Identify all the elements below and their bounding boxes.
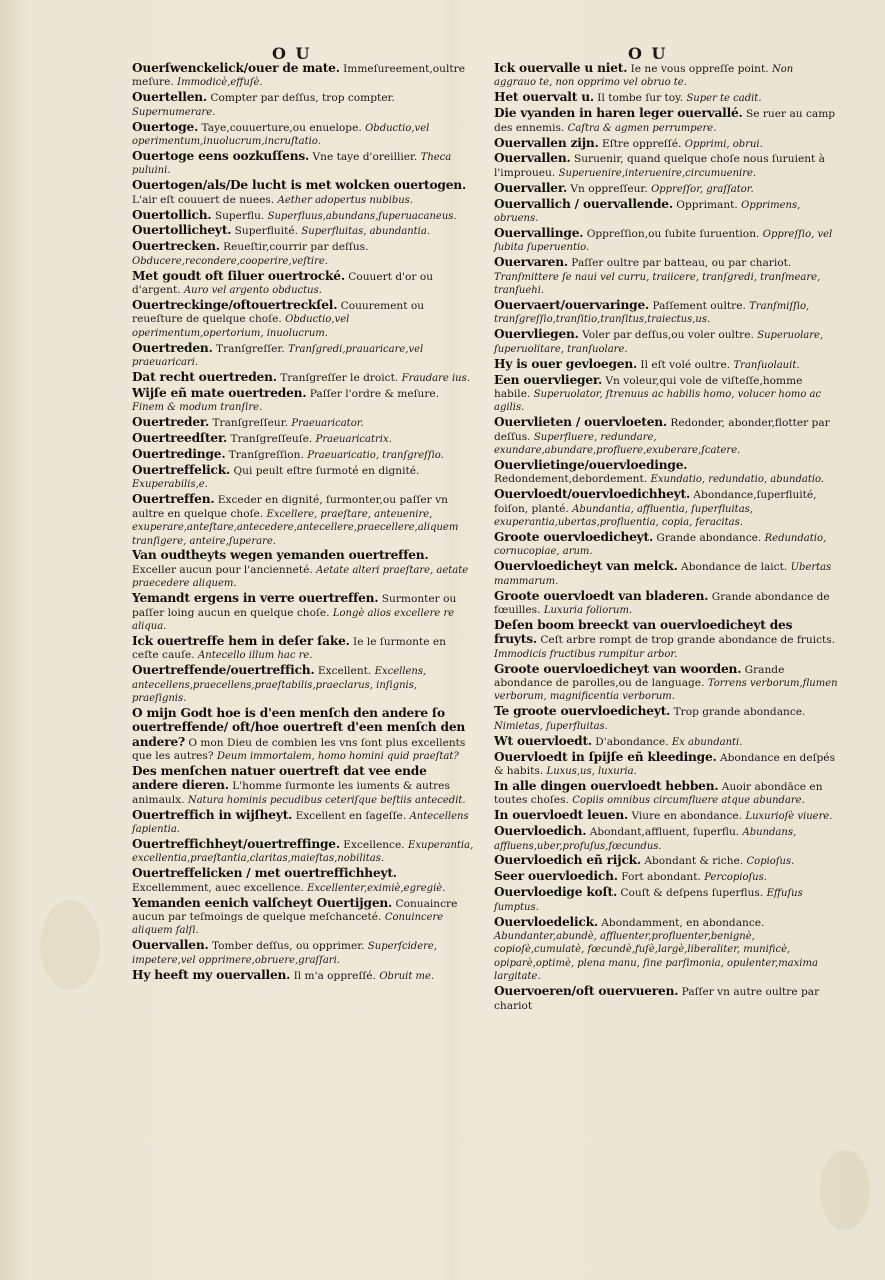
entry-latin-gloss: Redundatio, cornucopiae, arum. (494, 533, 827, 558)
entry-latin-gloss: Immodicis fructibus rumpitur arbor. (494, 648, 678, 660)
dictionary-entry (132, 867, 474, 895)
entry-latin-gloss: Non aggrauo te, non opprimo vel obruo te. (494, 64, 794, 89)
entry-french-gloss: Viure en abondance. (631, 810, 743, 823)
entry-french-gloss: Paſſer l'ordre & meſure. (309, 387, 440, 400)
entry-headword: Ouervloedt in ſpijſe eñ kleedinge. (494, 749, 717, 764)
entry-french-gloss: Auoir abondāce en toutes choſes. (494, 780, 823, 807)
dictionary-entry (494, 735, 838, 749)
right-running-header: O U (628, 44, 668, 63)
dictionary-entry (494, 825, 838, 853)
entry-latin-gloss: Exundatio, redundatio, abundatio. (650, 474, 825, 486)
entry-french-gloss: Voler par deſſus,ou voler oultre. (582, 329, 754, 342)
dictionary-entry (132, 809, 474, 837)
entry-french-gloss: Paſſer vn autre oultre par chariot (494, 986, 820, 1012)
entry-french-gloss: Compter par deſſus, trop compter. (210, 92, 395, 105)
entry-latin-gloss: Superfluere, redundare, exundare,abundare,profluere,exuberare,ſcatere. (494, 431, 741, 457)
dictionary-entry (132, 838, 474, 866)
dictionary-entry (494, 488, 838, 529)
entry-headword: Ouertoge eens oozkuſſens. (132, 148, 310, 163)
dictionary-entry (132, 635, 474, 663)
entry-latin-gloss: Supernumerare. (132, 106, 216, 118)
entry-latin-gloss: Abundans, affluens,uber,profuſus,fœcundus. (494, 827, 797, 852)
entry-headword: Ouervaert/ouervaringe. (494, 298, 650, 312)
entry-latin-gloss: Tranſmiſſio, tranſgreſſio,tranſitio,tranſitus,traiectus,us. (494, 301, 810, 326)
dictionary-entry (132, 969, 474, 983)
entry-french-gloss: D'abondance. (595, 735, 669, 748)
dictionary-entry (132, 387, 474, 415)
entry-latin-gloss: Nimietas, ſuperfluitas. (494, 720, 608, 732)
entry-french-gloss: Tranſgreſſeur. (212, 417, 288, 430)
entry-french-gloss: Surmonter ou paſſer loing aucun en quelque choſe. (132, 593, 457, 619)
entry-latin-gloss: Abundantia, affluentia, ſuperfluitas, exuperantia,ubertas,profluentia, copia, feracitas. (494, 503, 753, 529)
entry-headword: Des menſchen natuer ouertreft dat vee ende andere dieren. (132, 764, 427, 793)
dictionary-entry (494, 374, 838, 415)
dictionary-entry (494, 256, 838, 297)
entry-latin-gloss: Excellere, praeſtare, anteuenire, exuperare,anteſtare,antecedere,antecellere,praecellere,aliquem tranſigere, anteire,ſuperare. (132, 508, 459, 547)
dictionary-entry (494, 560, 838, 588)
dictionary-entry (132, 592, 474, 633)
entry-headword: Ouervloedt/ouervloedichheyt. (494, 487, 691, 502)
entry-french-gloss: Exceder en dignité, ſurmonter,ou paſſer vn aultre en quelque choſe. (132, 494, 448, 520)
dictionary-entry (132, 939, 474, 967)
entry-headword: Ouertreedſter. (132, 431, 228, 446)
dictionary-entry (494, 299, 838, 327)
entry-latin-gloss: Luxurioſè viuere. (745, 811, 833, 823)
entry-headword: Yemandt ergens in verre ouertreffen. (132, 591, 379, 606)
entry-french-gloss: Abondant & riche. (644, 855, 744, 868)
entry-headword: Ouertreffich in wijſheyt. (132, 807, 293, 822)
entry-latin-gloss: Obductio,vel operimentum,inuolucrum,incruſtatio. (132, 122, 430, 148)
dictionary-entry (494, 182, 838, 196)
dictionary-entry (132, 91, 474, 119)
entry-headword: Ouertreffen. (132, 492, 215, 507)
entry-french-gloss: Eſtre oppreſſé. (602, 137, 682, 150)
dictionary-entry (132, 240, 474, 268)
entry-french-gloss: Excellent en ſageſſe. (295, 809, 407, 822)
paper-stain (40, 900, 100, 990)
entry-headword: Ouertreden. (132, 340, 213, 355)
entry-latin-gloss: Natura hominis pecudibus ceteriſque beſtiis antecedit. (187, 794, 466, 806)
entry-french-gloss: Abondance en deſpés & habits. (494, 751, 836, 777)
entry-latin-gloss: Excellenter,eximiè,egregiè. (307, 882, 446, 894)
entry-latin-gloss: Superfluus,abundans,ſuperuacaneus. (267, 210, 457, 222)
entry-french-gloss: Se ruer au camp des ennemis. (494, 108, 836, 134)
dictionary-entry (132, 224, 474, 238)
entry-french-gloss: Grande abondance. (656, 532, 762, 544)
entry-headword: Ouertreffelick. (132, 462, 231, 477)
paper-stain (820, 1150, 870, 1230)
entry-latin-gloss: Opprimens, obruens. (494, 199, 801, 225)
entry-latin-gloss: Antecello illum hac re. (198, 650, 313, 662)
entry-headword: Ick ouertreffe hem in deſer ſake. (132, 633, 350, 648)
entry-french-gloss: O mon Dieu de combien les vns ſont plus excellents que les autres? (132, 736, 466, 763)
entry-headword: Een ouervlieger. (494, 372, 603, 387)
entry-headword: Wt ouervloedt. (494, 733, 592, 748)
entry-latin-gloss: Oppreſſor, graſſator. (651, 183, 754, 195)
dictionary-entry (132, 299, 474, 340)
entry-headword: Ouerſwenckelick/ouer de mate. (132, 61, 340, 75)
entry-latin-gloss: Obductio,vel operimentum,opertorium, inuolucrum. (132, 314, 350, 339)
entry-french-gloss: Tomber deſſus, ou opprimer. (211, 940, 365, 953)
entry-french-gloss: Couurement ou reueſture de quelque choſe. (132, 300, 425, 326)
entry-latin-gloss: Antecellens ſapientia. (132, 810, 469, 836)
right-column (494, 62, 838, 1014)
dictionary-entry (132, 664, 474, 705)
entry-headword: Ouertreffende/ouertreffich. (132, 663, 315, 678)
dictionary-entry (494, 62, 838, 90)
entry-headword: Ouertrecken. (132, 239, 220, 254)
entry-latin-gloss: Deum immortalem, homo homini quid praeſtat? (216, 751, 459, 763)
entry-headword: Dat recht ouertreden. (132, 370, 277, 385)
dictionary-entry (494, 751, 838, 779)
entry-headword: Die vyanden in haren leger ouervallé. (494, 106, 743, 121)
entry-headword: Groote ouervloedicheyt van woorden. (494, 661, 742, 676)
entry-headword: Ouertoge. (132, 119, 199, 134)
entry-headword: Hy is ouer gevloegen. (494, 356, 638, 371)
entry-french-gloss: Excellent. (317, 665, 372, 678)
entry-latin-gloss: Superfluitas, abundantia. (301, 226, 430, 238)
entry-french-gloss: Reueſtir,courrir par deſſus. (223, 241, 369, 254)
entry-headword: Met goudt oft ſiluer ouertrocké. (132, 268, 345, 283)
entry-latin-gloss: Effuſus ſumptus. (494, 888, 803, 913)
entry-headword: Te groote ouervloedicheyt. (494, 704, 671, 719)
entry-french-gloss: Trop grande abondance. (673, 706, 806, 719)
entry-french-gloss: Fort abondant. (621, 871, 701, 884)
dictionary-entry (494, 809, 838, 823)
dictionary-entry (494, 619, 838, 661)
dictionary-entry (132, 342, 474, 370)
entry-headword: Ouertreder. (132, 415, 210, 430)
dictionary-entry (494, 780, 838, 808)
entry-headword: Ouervallinge. (494, 225, 584, 240)
dictionary-entry (494, 198, 838, 226)
entry-latin-gloss: Luxuria foliorum. (543, 605, 633, 617)
entry-latin-gloss: Oppreſſio, vel ſubita ſuperuentio. (494, 228, 833, 254)
entry-headword: Ouertreffelicken / met ouertreffichheyt. (132, 866, 397, 881)
dictionary-entry (132, 448, 474, 462)
entry-latin-gloss: Aetate alteri praeſtare, aetate praecedere aliquem. (132, 564, 469, 590)
dictionary-entry (132, 549, 474, 590)
dictionary-entry (494, 416, 838, 457)
left-column (132, 62, 474, 985)
dictionary-entry (132, 270, 474, 298)
entry-french-gloss: Exceller aucun pour l'ancienneté. (132, 563, 313, 576)
entry-french-gloss: Conuaincre aucun par teſmoings de quelque meſchanceté. (132, 897, 458, 924)
entry-latin-gloss: Tranſuolauit. (733, 359, 800, 371)
entry-headword: In ouervloedt leuen. (494, 808, 629, 823)
entry-french-gloss: Vn oppreſſeur. (570, 182, 648, 195)
entry-french-gloss: Abondamment, en abondance. (601, 916, 765, 929)
entry-latin-gloss: Obducere,recondere,cooperire,veſtire. (132, 255, 328, 267)
entry-headword: Wijſe eñ mate ouertreden. (132, 385, 307, 400)
entry-headword: Van oudtheyts wegen yemanden ouertreffen. (132, 548, 429, 563)
entry-french-gloss: Il tombe ſur toy. (597, 92, 684, 105)
entry-latin-gloss: Excellens, antecellens,praecellens,praeſtabilis,praeclarus, inſignis, praeſignis. (132, 666, 427, 704)
dictionary-entry (494, 886, 838, 914)
dictionary-entry (494, 137, 838, 151)
entry-french-gloss: Vne taye d'oreillier. (312, 150, 418, 163)
entry-french-gloss: Qui peult eſtre ſurmoté en dignité. (233, 464, 420, 477)
entry-french-gloss: Tranſgreſſeuſe. (230, 433, 313, 446)
entry-headword: Ouervaller. (494, 180, 567, 195)
entry-french-gloss: Couſt & deſpens ſuperflus. (620, 887, 764, 900)
entry-headword: Ouervliegen. (494, 327, 579, 342)
entry-headword: In alle dingen ouervloedt hebben. (494, 778, 719, 793)
entry-headword: Ouervallen. (494, 151, 571, 166)
dictionary-entry (494, 870, 838, 884)
entry-headword: Ouertogen/als/De lucht is met wolcken ouertogen. (132, 178, 466, 193)
entry-french-gloss: Ie le ſurmonte en ceſte cauſe. (132, 635, 446, 662)
entry-headword: Ouervloedicheyt van melck. (494, 559, 678, 574)
entry-headword: Ouervaren. (494, 255, 568, 270)
entry-latin-gloss: Longè alios excellere re aliqua. (132, 607, 455, 632)
entry-headword: O mijn Godt hoe is d'een menſch den andere ſo ouertreffende/ oft/hoe ouertreft d'een menſch den andere? (132, 705, 466, 749)
entry-french-gloss: Ie ne vous oppreſſe point. (630, 63, 769, 75)
entry-latin-gloss: Aether adopertus nubibus. (277, 194, 413, 206)
entry-headword: Groote ouervloedt van bladeren. (494, 588, 709, 603)
entry-headword: Seer ouervloedich. (494, 869, 618, 884)
entry-headword: Ouervallen zijn. (494, 135, 599, 150)
entry-french-gloss: Excellence. (343, 839, 405, 852)
dictionary-entry (132, 432, 474, 446)
entry-latin-gloss: Superuolare, ſuperuolitare, tranſuolare. (494, 330, 824, 355)
entry-latin-gloss: Ex abundanti. (671, 736, 743, 748)
dictionary-entry (494, 107, 838, 135)
entry-french-gloss: Il m'a oppreſſé. (293, 969, 376, 982)
entry-french-gloss: Taye,couuerture,ou enuelope. (201, 121, 362, 134)
entry-headword: Ouervallich / ouervallende. (494, 196, 673, 211)
entry-headword: Ouertollich. (132, 207, 212, 222)
entry-latin-gloss: Exuperabilis,e. (132, 479, 208, 491)
entry-french-gloss: Opprimant. (676, 198, 738, 211)
entry-french-gloss: L'homme ſurmonte les iuments & autres animaulx. (132, 780, 450, 806)
dictionary-entry (494, 590, 838, 618)
entry-headword: Yemanden eenich valſcheyt Ouertijgen. (132, 895, 393, 910)
entry-french-gloss: Abondance de laict. (681, 561, 788, 574)
entry-french-gloss: Superflu. (214, 209, 265, 222)
entry-headword: Groote ouervloedicheyt. (494, 530, 654, 544)
entry-french-gloss: Redondement,debordement. (494, 473, 648, 486)
entry-latin-gloss: Tranſmittere ſe naui vel curru, traiicere, tranſgredi, tranſmeare, tranſuehi. (494, 271, 821, 297)
dictionary-entry (494, 531, 838, 559)
entry-headword: Ick ouervalle u niet. (494, 61, 628, 75)
dictionary-entry (132, 493, 474, 548)
entry-french-gloss: Suruenir, quand quelque choſe nous ſuruient à l'improueu. (494, 153, 825, 179)
entry-latin-gloss: Fraudare ius. (401, 373, 470, 385)
entry-french-gloss: Tranſgreſſer le droict. (280, 372, 399, 385)
entry-latin-gloss: Percopioſus. (704, 872, 767, 884)
entry-french-gloss: Abondant,affluent, ſuperflu. (589, 826, 740, 839)
entry-latin-gloss: Superſcidere, impetere,vel opprimere,obruere,graſſari. (132, 941, 437, 966)
entry-headword: Ouervloedige koſt. (494, 885, 618, 900)
entry-french-gloss: Grande abondance de fœuilles. (494, 590, 830, 617)
dictionary-entry (132, 765, 474, 807)
dictionary-entry (132, 464, 474, 492)
entry-headword: Ouervloedich. (494, 824, 587, 839)
dictionary-entry (132, 416, 474, 430)
entry-headword: Ouertreffichheyt/ouertreffinge. (132, 837, 340, 852)
entry-latin-gloss: Conuincere aliquem falſi. (132, 912, 444, 937)
dictionary-entry (132, 707, 474, 764)
entry-headword: Ouervloedich eñ rijck. (494, 853, 641, 868)
entry-french-gloss: Ceſt arbre rompt de trop grande abondance de fruicts. (540, 634, 836, 647)
entry-headword: Hy heeft my ouervallen. (132, 967, 291, 982)
dictionary-entry (494, 358, 838, 372)
dictionary-entry (494, 705, 838, 733)
dictionary-entry (132, 897, 474, 938)
entry-french-gloss: Paſſement oultre. (652, 300, 746, 312)
dictionary-entry (494, 227, 838, 255)
entry-latin-gloss: Super te cadit. (686, 93, 762, 105)
dictionary-entry (494, 459, 838, 487)
dictionary-entry (132, 150, 474, 178)
entry-latin-gloss: Exuperantia, excellentia,praeſtantia,claritas,maieſtas,nobilitas. (132, 840, 474, 865)
entry-latin-gloss: Tranſgredi,prauaricare,vel praeuaricari. (132, 343, 424, 369)
entry-french-gloss: Grande abondance de parolles,ou de language. (494, 663, 785, 690)
entry-latin-gloss: Finem & modum tranſire. (132, 402, 263, 414)
dictionary-entry (132, 121, 474, 149)
entry-latin-gloss: Luxus,us, luxuria. (546, 766, 637, 777)
dictionary-entry (494, 985, 838, 1013)
entry-latin-gloss: Ubertas mammarum. (494, 562, 832, 587)
entry-latin-gloss: Praeuaricatio, tranſgreſſio. (307, 450, 444, 462)
entry-latin-gloss: Opprimi, obrui. (684, 138, 763, 150)
entry-latin-gloss: Superuenire,interuenire,circumuenire. (558, 167, 757, 179)
entry-french-gloss: Excellemment, auec excellence. (132, 881, 304, 894)
entry-headword: Ouervallen. (132, 938, 209, 953)
dictionary-entry (494, 152, 838, 180)
dictionary-entry (494, 854, 838, 868)
entry-french-gloss: Tranſgreſſer. (216, 342, 285, 355)
entry-french-gloss: Abondance,ſuperfluité, foiſon, planté. (494, 489, 817, 515)
entry-french-gloss: Tranſgreſſion. (228, 449, 304, 462)
entry-headword: Ouertreckinge/oftouertreckſel. (132, 298, 338, 312)
entry-latin-gloss: Torrens verborum,flumen verborum, magnificentia verborum. (494, 678, 838, 703)
entry-latin-gloss: Immodicè,effuſè. (177, 77, 263, 89)
dictionary-entry (132, 179, 474, 207)
dictionary-entry (132, 62, 474, 90)
entry-french-gloss: Couuert d'or ou d'argent. (132, 270, 434, 297)
entry-headword: Het ouervalt u. (494, 90, 594, 105)
entry-latin-gloss: Praeuaricator. (291, 418, 364, 430)
entry-latin-gloss: Caſtra & agmen perrumpere. (567, 122, 717, 134)
entry-latin-gloss: Copioſus. (746, 856, 795, 868)
entry-headword: Deſen boom breeckt van ouervloedicheyt des fruyts. (494, 617, 793, 647)
entry-french-gloss: Superfluité. (234, 225, 299, 238)
dictionary-entry (494, 916, 838, 984)
entry-headword: Ouervlietinge/ouervloedinge. (494, 457, 688, 472)
entry-latin-gloss: Praeuaricatrix. (315, 434, 392, 446)
dictionary-entry (494, 91, 838, 105)
entry-headword: Ouertellen. (132, 90, 207, 105)
entry-headword: Ouertredinge. (132, 447, 226, 462)
entry-french-gloss: Il eſt volé oultre. (640, 358, 731, 371)
entry-french-gloss: Redonder, abonder,flotter par deſſus. (494, 417, 830, 443)
entry-french-gloss: Immeſureement,oultre meſure. (132, 63, 465, 89)
entry-latin-gloss: Superuolator, ſtrenuus ac habilis homo, volucer homo ac agilis. (494, 388, 822, 414)
entry-french-gloss: Oppreſſion,ou ſubite ſuruention. (586, 227, 760, 240)
entry-french-gloss: L'air eſt couuert de nuees. (132, 193, 275, 206)
entry-latin-gloss: Auro vel argento obductus. (183, 285, 322, 297)
entry-french-gloss: Paſſer oultre par batteau, ou par chariot. (571, 257, 792, 270)
entry-latin-gloss: Obruit me. (379, 970, 435, 982)
entry-latin-gloss: Copiis omnibus circumfluere atque abundare. (572, 795, 805, 807)
dictionary-entry (132, 209, 474, 223)
entry-headword: Ouervlieten / ouervloeten. (494, 415, 667, 430)
entry-latin-gloss: Abundanter,abundè, affluenter,profluenter,benignè, copioſè,cumulatè, fœcundè,fuſè,largè,liberaliter, munificè, opiparè,optimè, plena manu, ſine parſimonia, opulenter,maxima largitate. (494, 930, 818, 983)
entry-headword: Ouertollicheyt. (132, 223, 232, 238)
entry-latin-gloss: Theca puluini. (132, 151, 452, 177)
entry-headword: Ouervloedelick. (494, 914, 598, 929)
entry-french-gloss: Vn voleur,qui vole de viſteſſe,homme habile. (494, 374, 803, 400)
entry-headword: Ouervoeren/oft ouervueren. (494, 984, 679, 999)
dictionary-entry (494, 663, 838, 704)
left-running-header: O U (272, 44, 312, 63)
dictionary-entry (132, 371, 474, 385)
dictionary-entry (494, 328, 838, 356)
